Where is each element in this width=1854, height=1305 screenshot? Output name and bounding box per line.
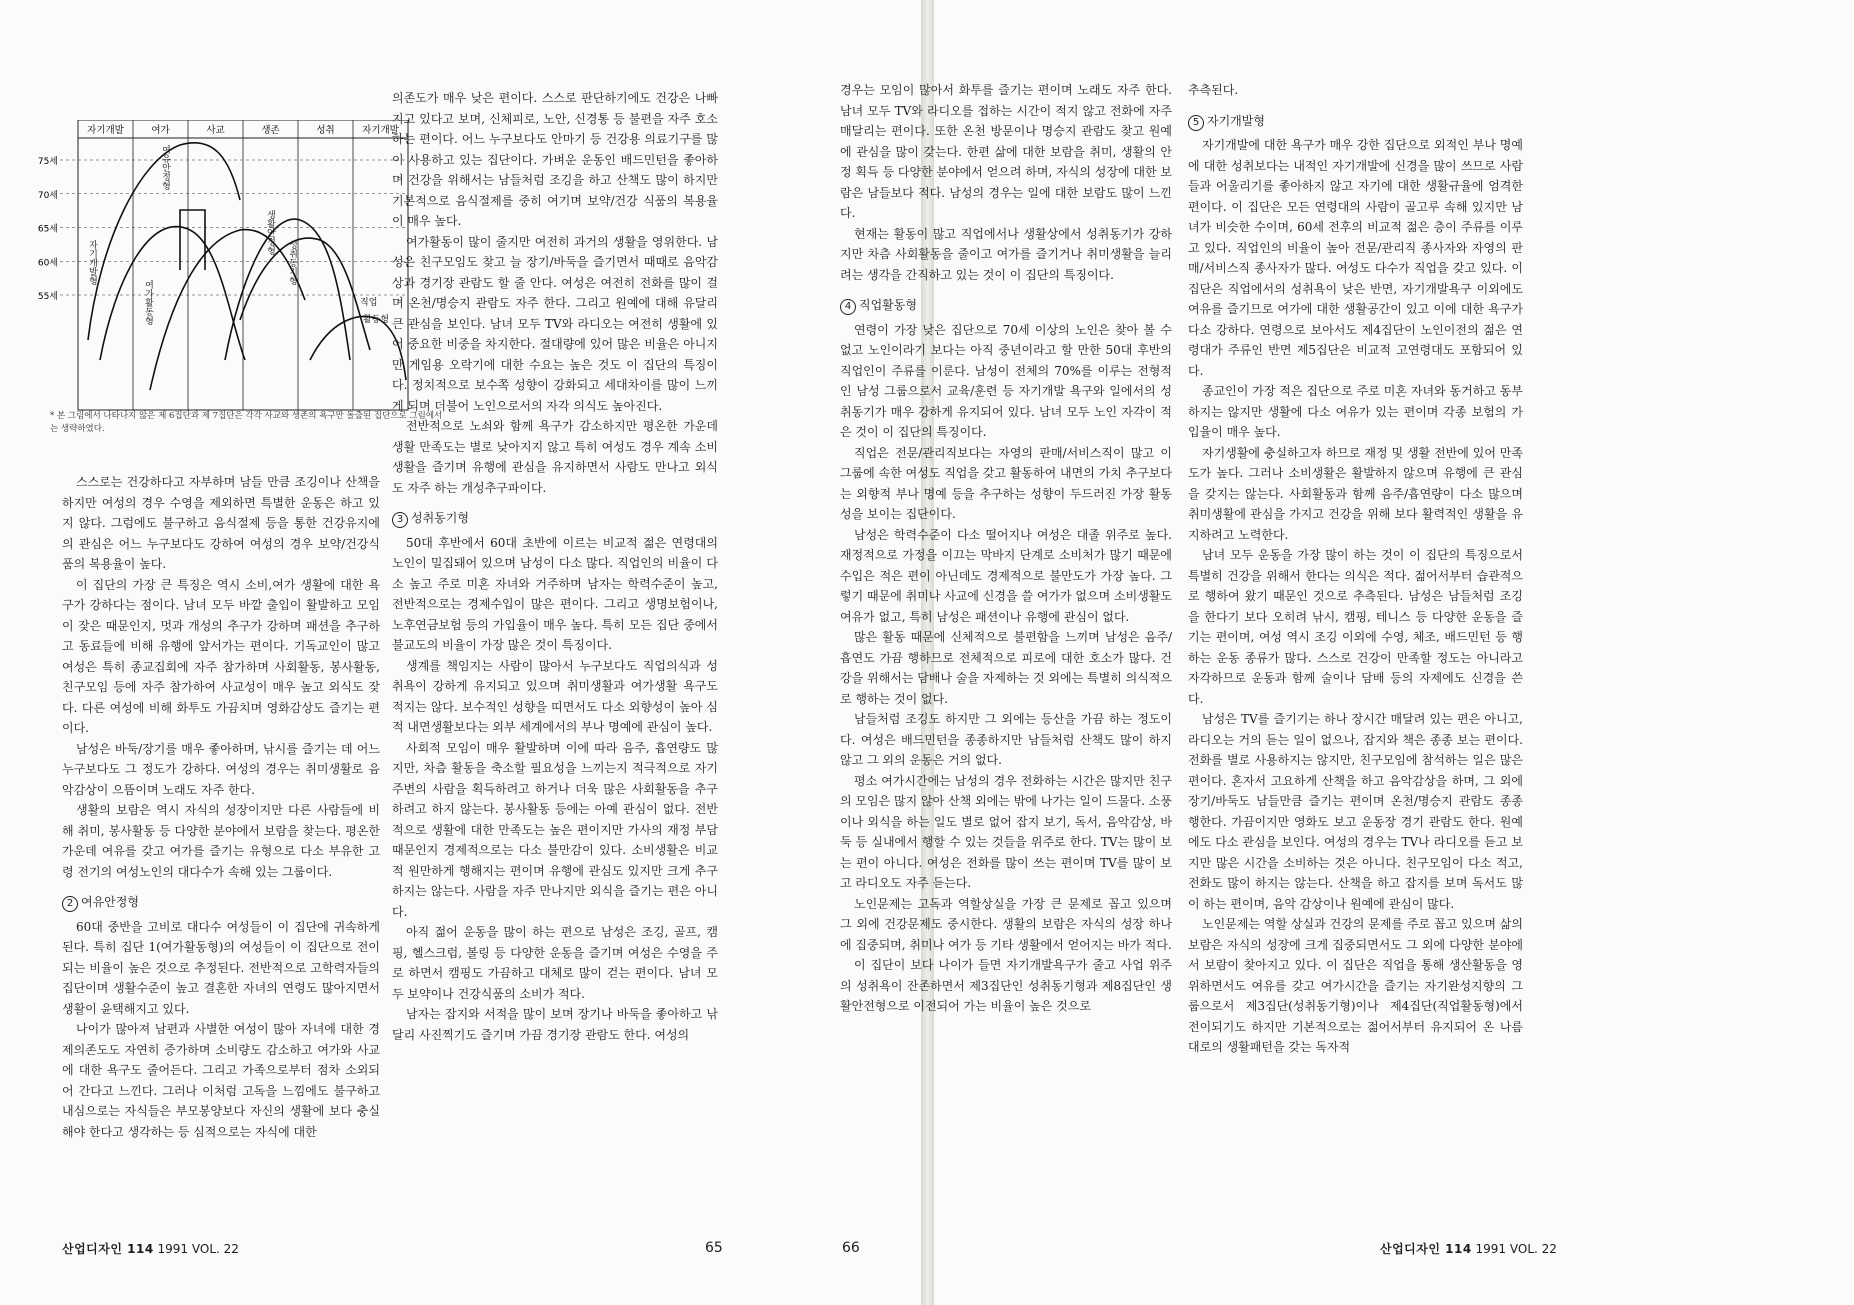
paragraph: 아직 젊어 운동을 많이 하는 편으로 남성은 조깅, 골프, 캠핑, 헬스크럽, 볼링 등 다양한 운동을 즐기며 여성은 수영을 주로 하면서 캠핑도 가끔하고 대체로 많이 걷는 편이다. 남녀 모두 보약이나 건강식품의 소비가 적다. (392, 925, 718, 1001)
page-number: 65 (705, 1240, 723, 1256)
category-label: 생존 (261, 125, 280, 136)
issue-info: 1991 VOL. 22 (157, 1242, 239, 1256)
category-label: 사교 (206, 125, 225, 136)
curve-label: 여가활동형 (143, 280, 153, 325)
paragraph: 남녀 모두 운동을 가장 많이 하는 것이 이 집단의 특징으로서 특별히 건강을 위해서 한다는 의식은 적다. 젊어서부터 습관적으로 행하여 왔기 때문인 것으로 추측된다. 남성은 남들처럼 조깅을 한다기 보다 오히려 낚시, 캠핑, 테니스 등 다양한 운동을 즐기는 편이며, 여성 역시 조깅 이외에 수영, 체조, 배드민턴 등 행하는 운동 종류가 많다. 스스로 건강이 만족할 정도는 아니라고 자각하므로 운동과 함께 술이나 담배 등의 자제에도 신경을 쓴다. (1188, 548, 1523, 706)
paragraph: 50대 후반에서 60대 초반에 이르는 비교적 젊은 연령대의 노인이 밀집돼어 있으며 남성이 다소 많다. 직업인의 비율이 다소 높고 주로 미혼 자녀와 거주하며 남자는 학력수준이 높고, 전반적으로는 경제수입이 많은 편이다. 그리고 생명보험이나, 노후연금보험 등의 가입율이 매우 높다. 특히 모든 집단 중에서 불교도의 비율이 가장 많은 것이 특징이다. (392, 535, 718, 652)
col-paragraphs (840, 224, 1172, 286)
curve-achievement (240, 238, 370, 350)
section-heading-3 (392, 508, 718, 529)
curve-label: 성취동기형 (287, 240, 297, 285)
col-paragraphs (1188, 135, 1523, 1058)
paragraph: 의존도가 매우 낮은 편이다. 스스로 판단하기에도 건강은 나빠지고 있다고 보며, 신체피로, 노안, 신경통 등 불편을 자주 호소하는 편이다. 어느 누구보다도 안마기 등 건강용 의료기구를 많이 사용하고 있는 집단이다. 가벼운 운동인 배드민턴을 좋아하며 건강을 위해서는 남들처럼 조깅을 하고 산책도 많이 하지만 기본적으로 음식절제를 중히 여기며 보약/건강 식품의 복용율이 매우 높다. (392, 91, 718, 228)
right-column-one (840, 80, 1172, 1017)
paragraph: 평소 여가시간에는 남성의 경우 전화하는 시간은 많지만 친구의 모임은 많지 않아 산책 외에는 밖에 나가는 일이 드물다. 소풍이나 외식을 하는 일도 별로 없어 잡지 보기, 독서, 음악감상, 바둑 등 실내에서 행할 수 있는 것들을 위주로 한다. TV는 많이 보는 편이 아니다. 여성은 전화를 많이 쓰는 편이며 TV를 많이 보고 라디오도 자주 듣는다. (840, 773, 1172, 890)
section-title: 성취동기형 (411, 511, 469, 525)
paragraph: 남성은 TV를 즐기기는 하나 장시간 매달려 있는 편은 아니고, 라디오는 거의 듣는 일이 없으나, 잡지와 책은 종종 보는 편이다. 전화를 별로 사용하지는 않지만, 친구모임에 참석하는 일은 많은 편이다. 혼자서 고요하게 산책을 하고 음악감상을 하며, 그 외에 장기/바둑도 남들만큼 즐기는 편이며 온천/명승지 관람도 종종 행한다. 가끔이지만 영화도 보고 운동장 경기 관람도 한다. 원예에도 다소 관심을 보인다. 여성의 경우는 TV나 라디오를 듣고 보지만 많은 시간을 소비하는 것은 아니다. 친구모임이 다소 적고, 전화도 많이 하지는 않는다. 산책을 하고 잡지를 보며 독서도 많이 하는 편이며, 음악 감상이나 원예에 관심이 많다. (1188, 712, 1523, 911)
paragraph: 60대 중반을 고비로 대다수 여성들이 이 집단에 귀속하게 된다. 특히 집단 1(여가활동형)의 여성들이 이 집단으로 전이되는 비율이 높은 것으로 추정된다. 전반적으로 고학력자들의 집단이며 생활수준이 높고 결혼한 자녀의 연령도 많아지면서 생활이 윤택해지고 있다. (62, 919, 380, 1016)
paragraph: 노인문제는 역할 상실과 건강의 문제를 주로 꼽고 있으며 삶의 보람은 자식의 성장에 크게 집중되면서도 그 외에 다양한 분야에서 보람이 찾아지고 있다. 이 집단은 직업을 통해 생산활동을 영위하면서도 여유를 갖고 여가시간을 즐기는 자기완성지향의 그룹으로서 제3집단(성취동기형)이나 제4집단(직업활동형)에서 전이되기도 하지만 기본적으로는 젊어서부터 유지되어 온 나름대로의 생활패턴을 갖는 독자적 (1188, 917, 1523, 1054)
paragraph: 노인문제는 고독과 역할상실을 가장 큰 문제로 꼽고 있으며 그 외에 건강문제도 중시한다. 생활의 보람은 자식의 성장 하나에 집중되며, 취미나 여가 등 기타 생활에서 얻어지는 바가 적다. (840, 896, 1172, 952)
y-tick-label: 70세 (37, 190, 58, 201)
figure-caption: * 본 그림에서 나타나지 않은 제 6집단과 제 7집단은 각각 사교와 생존의 욕구만 돌출된 집단으로 그림에서는 생략하였다. (50, 411, 443, 434)
paragraph: 직업은 전문/관리직보다는 자영의 판매/서비스직이 많고 이 그룹에 속한 여성도 직업을 갖고 활동하여 내면의 가치 추구보다는 외향적 부나 명예 등을 추구하는 성향이 두드러진 가장 활동성을 보이는 집단이다. (840, 445, 1172, 521)
curve-label: 생활안정형 (265, 210, 275, 255)
left-page (0, 0, 921, 1305)
category-label: 성취 (316, 125, 335, 136)
right-column-two (1188, 80, 1523, 1058)
paragraph: 연령이 가장 낮은 집단으로 70세 이상의 노인은 찾아 볼 수 없고 노인이라기 보다는 아직 중년이라고 할 만한 50대 후반의 직업인이 주류를 이룬다. 남성이 전체의 70%를 이루는 전형적인 남성 그룹으로서 교육/훈련 등 자기개발 욕구와 일에서의 성취동기가 매우 강하게 유지되어 있다. 남녀 모두 노인 자각이 적은 것이 이 집단의 특징이다. (840, 322, 1172, 439)
col-paragraphs (62, 472, 380, 882)
section-title: 직업활동형 (859, 298, 917, 312)
magazine-name: 산업디자인 114 (62, 1242, 154, 1256)
left-footer (62, 1240, 239, 1257)
section-title: 여유안정형 (81, 895, 139, 909)
paragraph: 이 집단이 보다 나이가 들면 자기개발욕구가 줄고 사업 위주의 성취욕이 잔존하면서 제3집단인 성취동기형과 제8집단인 생활안전형으로 이전되어 가는 비율이 높은 것으로 (840, 958, 1172, 1013)
paragraph: 생활의 보람은 역시 자식의 성장이지만 다른 사람들에 비해 취미, 봉사활동 등 다양한 분야에서 보람을 찾는다. 평온한 가운데 여유를 갖고 여가를 즐기는 유형으로 다소 부유한 고령 전기의 여성노인의 대다수가 속해 있는 그룹이다. (62, 803, 380, 879)
category-label: 자기개발 (87, 125, 124, 136)
paragraph: 생계를 책임지는 사람이 많아서 누구보다도 직업의식과 성취욕이 강하게 유지되고 있으며 취미생활과 여가생활 욕구도 적지는 않다. 보수적인 성향을 띠면서도 다소 외향성이 높아 심적 내면생활보다는 외부 세계에서의 부나 명예에 관심이 높다. (392, 658, 718, 734)
paragraph: 남자는 잡지와 서적을 많이 보며 장기나 바둑을 좋아하고 낚달리 사진찍기도 즐기며 가끔 경기장 관람도 한다. 여성의 (392, 1007, 718, 1042)
y-tick-label: 55세 (37, 292, 58, 302)
paragraph: 경우는 모임이 많아서 화투를 즐기는 편이며 노래도 자주 한다. 남녀 모두 TV와 라디오를 접하는 시간이 적지 않고 전화에 자주 매달리는 편이다. 또한 온천 방문이나 명승지 관람도 찾고 원예에 관심을 많이 갖는다. 한편 삶에 대한 보람을 취미, 생활의 안정 획득 등 다양한 분야에서 얻으려 하며, 자식의 성장에 대한 보람은 남들보다 적다. 남성의 경우는 일에 대한 보람도 많이 느낀다. (840, 83, 1172, 220)
y-tick-label: 75세 (37, 157, 58, 167)
section-number: 3 (392, 512, 408, 528)
curve-leisure-stable (150, 230, 305, 390)
magazine-name: 산업디자인 114 (1380, 1242, 1472, 1256)
paragraph: 이 집단의 가장 큰 특징은 역시 소비,여가 생활에 대한 욕구가 강하다는 점이다. 남녀 모두 바깥 출입이 활발하고 모임이 잦은 때문인지, 멋과 개성의 추구가 강하며 패션을 추구하고 동료들에 비해 유행에 앞서가는 편이다. 기독교인이 많고 여성은 특히 종교집회에 자주 참가하며 사회활동, 봉사활동, 친구모임 등에 자주 참가하여 사교성이 매우 높고 외식도 잦다. 다른 여성에 비해 화투도 가끔치며 영화감상도 즐기는 편이다. (62, 577, 380, 735)
paragraph: 자기생활에 충실하고자 하므로 재정 및 생활 전반에 있어 만족도가 높다. 그러나 소비생활은 활발하지 않으며 유행에 큰 관심을 갖지는 않는다. 사회활동과 함께 음주/흡연량이 다소 많으며 취미생활에 관심을 가지고 건강을 위해 보다 활력적인 생활을 유지하려고 노력한다. (1188, 445, 1523, 542)
col-paragraphs (392, 533, 718, 1046)
issue-info: 1991 VOL. 22 (1475, 1242, 1557, 1256)
paragraph: 남들처럼 조깅도 하지만 그 외에는 등산을 가끔 하는 정도이다. 여성은 배드민턴을 종종하지만 남들처럼 산책도 많이 하지 않고 그 외의 운동은 거의 없다. (840, 712, 1172, 767)
left-col-1 (62, 472, 380, 1142)
section-heading-5 (1188, 111, 1523, 132)
category-label: 여가 (151, 125, 170, 136)
right-footer (1380, 1240, 1557, 1257)
paragraph: 사회적 모임이 매우 활발하며 이에 따라 음주, 흡연량도 많지만, 차츰 활동을 축소할 필요성을 느끼는지 적극적으로 자기 주변의 사람을 획득하려고 하거나 더욱 많은 사회활동을 추구하려고 하지 않는다. 봉사활동 등에는 아예 관심이 없다. 전반적으로 생활에 대한 만족도는 높은 편이지만 가사의 재정 부담 때문인지 경제적으로는 다소 불만감이 있다. 소비생활은 비교적 원만하게 행해지는 편이며 유행에 관심도 있지만 크게 추구하지는 않는다. 사람을 자주 만나지만 외식을 즐기는 편은 아니다. (392, 740, 718, 919)
curve-leisure (100, 227, 245, 360)
col-paragraphs (840, 320, 1172, 1017)
paragraph: 자기개발에 대한 욕구가 매우 강한 집단으로 외적인 부나 명예에 대한 성취보다는 내적인 자기개발에 신경을 많이 쓰므로 사람들과 어울리기를 좋아하지 않고 자기에 대한 생활규율에 엄격한 편이다. 이 집단은 모든 연령대의 사람이 골고루 속해 있지만 남녀가 비슷한 수이며, 60세 전후의 비교적 젊은 층이 주류를 이루고 있다. 직업인의 비율이 높아 전문/관리직 종사자와 자영의 판매/서비스직 종사자가 많다. 여성도 다수가 직업을 갖고 있다. 이 집단은 직업에서의 성취욕이 낮은 반면, 자기개발욕구 이외에도 여유를 즐기므로 여가에 대한 생활공간이 있고 이에 대한 욕구가 다소 강하다. 연령으로 보아서도 제4집단이 노인이전의 젊은 연령대가 주류인 반면 제5집단은 비교적 고연령대도 포함되어 있다. (1188, 138, 1523, 378)
paragraph: 전반적으로 노쇠와 함께 욕구가 감소하지만 평온한 가운데 생활 만족도는 별로 낮아지지 않고 특히 여성도 경우 계속 소비생활을 즐기며 유행에 관심을 유지하면서 사람도 만나고 외식도 자주 하는 개성추구파이다. (392, 419, 718, 495)
paragraph: 남성은 학력수준이 다소 떨어지나 여성은 대졸 위주로 높다. 재정적으로 가정을 이끄는 막바지 단계로 소비처가 많기 때문에 수입은 적은 편이 아닌데도 경제적으로 불만도가 가장 높다. 그렇기 때문에 취미나 사교에 신경을 쓸 여가가 없으며 소비생활도 여유가 없고, 특히 남성은 패션이나 유행에 관심이 없다. (840, 527, 1172, 624)
section-number: 4 (840, 299, 856, 315)
paragraph: 나이가 많아져 남편과 사별한 여성이 많아 자녀에 대한 경제의존도도 자연히 증가하며 소비량도 감소하고 여가와 사교에 대한 욕구도 줄어든다. 그리고 가족으로부터 점차 소외되어 간다고 느낀다. 그러나 이처럼 고독을 느낌에도 불구하고 내심으로는 자식들은 부모봉양보다 자신의 생활에 보다 충실해야 한다고 생각하는 등 심적으로는 자식에 대한 (62, 1022, 380, 1139)
curve-label: 자기개발형 (87, 240, 97, 285)
paragraph: 많은 활동 때문에 신체적으로 불편함을 느끼며 남성은 음주/흡연도 가끔 행하므로 전체적으로 피로에 대한 호소가 많다. 건강을 위해서는 담배나 술을 자제하는 것 외에는 특별히 의식적으로 행하는 것이 없다. (840, 630, 1172, 706)
left-col-2 (392, 88, 718, 1045)
paragraph: 스스로는 건강하다고 자부하며 남들 만큼 조깅이나 산책을 하지만 여성의 경우 수영을 제외하면 특별한 운동은 하고 있지 않다. 그럼에도 불구하고 음식절제 등을 통한 건강유지에의 관심은 어느 누구보다도 강하여 여성의 경우 보약/건강식품의 복용율이 높다. (62, 475, 380, 571)
section-title: 자기개발형 (1207, 113, 1265, 128)
curve-label: 여유안정형 (160, 145, 170, 190)
curve-label: 활동형 (363, 315, 390, 325)
section-number: 5 (1188, 115, 1204, 131)
paragraph: 여가활동이 많이 줄지만 여전히 과거의 생활을 영위한다. 남성은 친구모임도 찾고 늘 장기/바둑을 즐기면서 때때로 음악감상과 경기장 관람도 할 줄 안다. 여성은 여전히 전화를 많이 걸며 온천/명승지 관람도 자주 한다. 그리고 원예에 대해 유달리 큰 관심을 보인다. 남녀 모두 TV와 라디오는 여전히 생활에 있어 중요한 비중을 차지한다. 절대량에 있어 많은 비율은 아니지만 게임용 오락기에 대한 수요는 높은 것도 이 집단의 특징이다. 정치적으로 보수쪽 성향이 강화되고 세대차이를 많이 느끼게 되며 더불어 노인으로서의 자각 의식도 높아진다. (392, 234, 718, 413)
section-number: 2 (62, 896, 78, 912)
y-tick-label: 60세 (37, 258, 58, 269)
section-heading-4 (840, 295, 1172, 316)
section-heading-2 (62, 892, 380, 913)
paragraph: 남성은 바둑/장기를 매우 좋아하며, 낚시를 즐기는 데 어느 누구보다도 그 정도가 강하다. 여성의 경우는 취미생활로 음악감상이 으뜸이며 노래도 자주 한다. (62, 741, 380, 797)
paragraph: 현재는 활동이 많고 직업에서나 생활상에서 성취동기가 강하지만 차츰 사회활동을 줄이고 여가를 즐기거나 취미생활을 늘리려는 생각을 간직하고 있는 것이 이 집단의 특징이다. (840, 226, 1172, 282)
y-tick-label: 65세 (37, 224, 58, 235)
curve-label: 직업 (360, 298, 378, 308)
col-paragraphs (62, 917, 380, 1143)
paragraph: 추측된다. (1188, 83, 1239, 97)
category-label: 자기개발 (362, 125, 399, 136)
col-paragraphs (392, 232, 718, 499)
page-number: 66 (842, 1240, 860, 1256)
paragraph: 종교인이 가장 적은 집단으로 주로 미혼 자녀와 동거하고 동부하지는 않지만 생활에 다소 여유가 있는 편이며 각종 보험의 가입율이 매우 높다. (1188, 384, 1523, 439)
